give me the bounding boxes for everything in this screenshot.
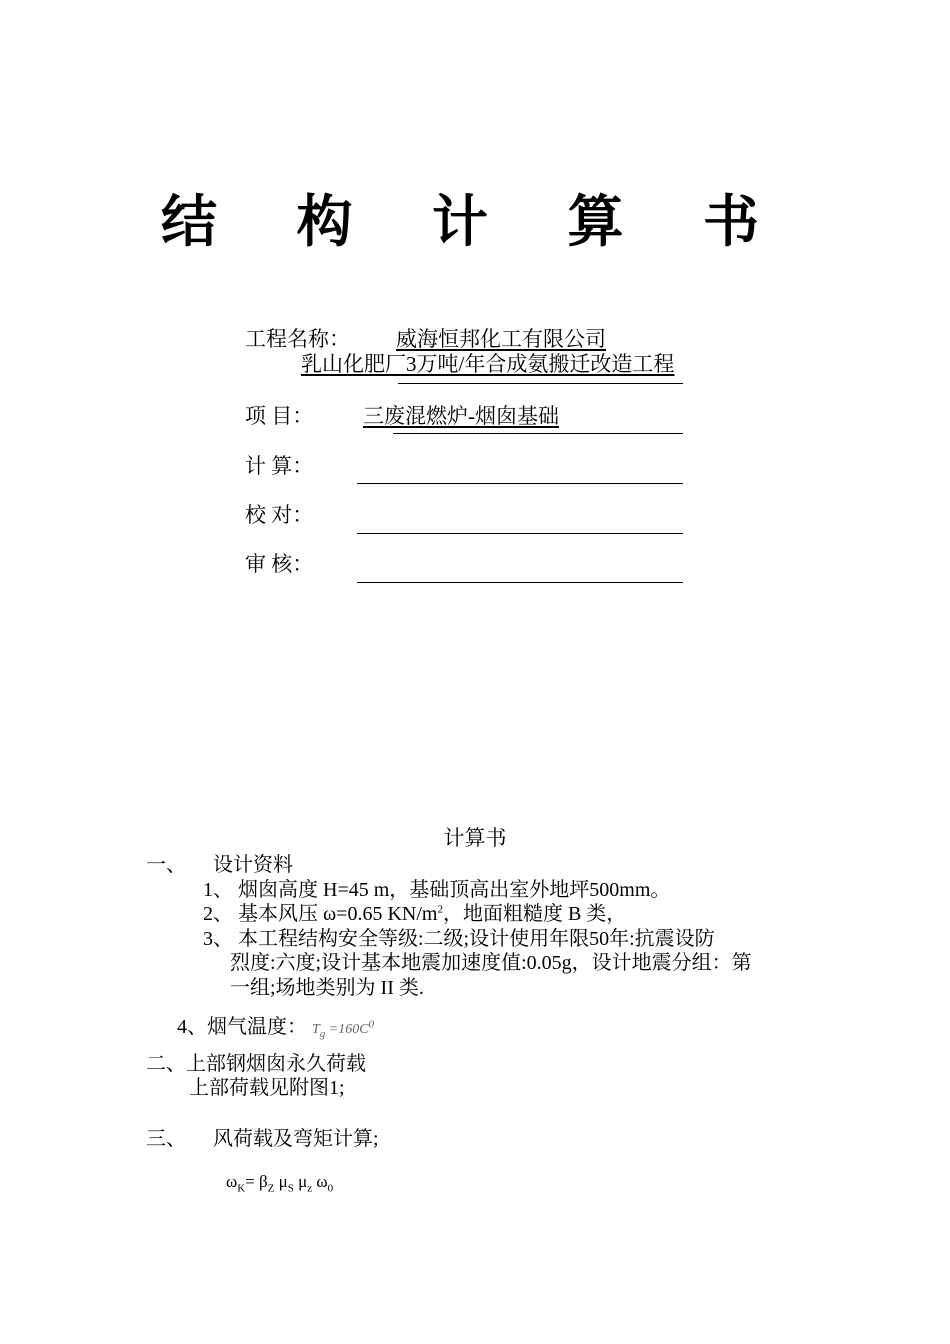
- item-2: 2、 基本风压 ω=0.65 $KN/m^2$，地面粗糙度 B 类，: [203, 903, 627, 925]
- underline-check: [357, 533, 683, 534]
- section-3-number: 三、: [146, 1128, 186, 1150]
- project-name-label: 工程名称：: [245, 327, 350, 351]
- project-name-line2: 乳山化肥厂3万吨/年合成氨搬迁改造工程: [301, 352, 675, 376]
- item-label: 项 目：: [245, 404, 314, 428]
- review-label: 审 核：: [245, 552, 314, 576]
- section-1-number: 一、: [146, 854, 186, 876]
- section-2-detail: 上部荷载见附图1;: [189, 1077, 345, 1099]
- item-4: 4、烟气温度： $T_g =160C^0$: [177, 1016, 375, 1040]
- underline-project: [398, 383, 683, 384]
- item-3-line1: 3、 本工程结构安全等级:二级;设计使用年限50年:抗震设防: [203, 928, 715, 950]
- calc-label: 计 算：: [245, 454, 314, 478]
- underline-item: [393, 433, 683, 434]
- flue-gas-temp-formula: $T_g =160C^0$: [312, 1018, 375, 1040]
- project-name-line1: 威海恒邦化工有限公司: [396, 327, 606, 351]
- item-value: 三废混燃炉-烟囱基础: [363, 404, 559, 428]
- section-3-title: 风荷载及弯矩计算;: [213, 1128, 379, 1150]
- underline-calc: [357, 483, 683, 484]
- section-2-title: 二、上部钢烟囱永久荷载: [146, 1053, 366, 1075]
- section-1-title: 设计资料: [213, 854, 293, 876]
- section-heading: 计算书: [443, 826, 507, 850]
- item-1: 1、 烟囱高度 H=45 m，基础顶高出室外地坪500mm。: [203, 879, 671, 901]
- underline-review: [357, 582, 683, 583]
- item-3-line3: 一组;场地类别为 II 类.: [230, 977, 424, 999]
- check-label: 校 对：: [245, 503, 314, 527]
- wind-load-formula: $\omega_K= \beta_Z$ $\mu_S$ $\mu_z$ $\omega_0$: [226, 1172, 334, 1195]
- item-3-line2: 烈度:六度;设计基本地震加速度值:0.05g，设计地震分组：第: [230, 952, 752, 974]
- document-title: 结 构 计 算 书: [161, 190, 789, 255]
